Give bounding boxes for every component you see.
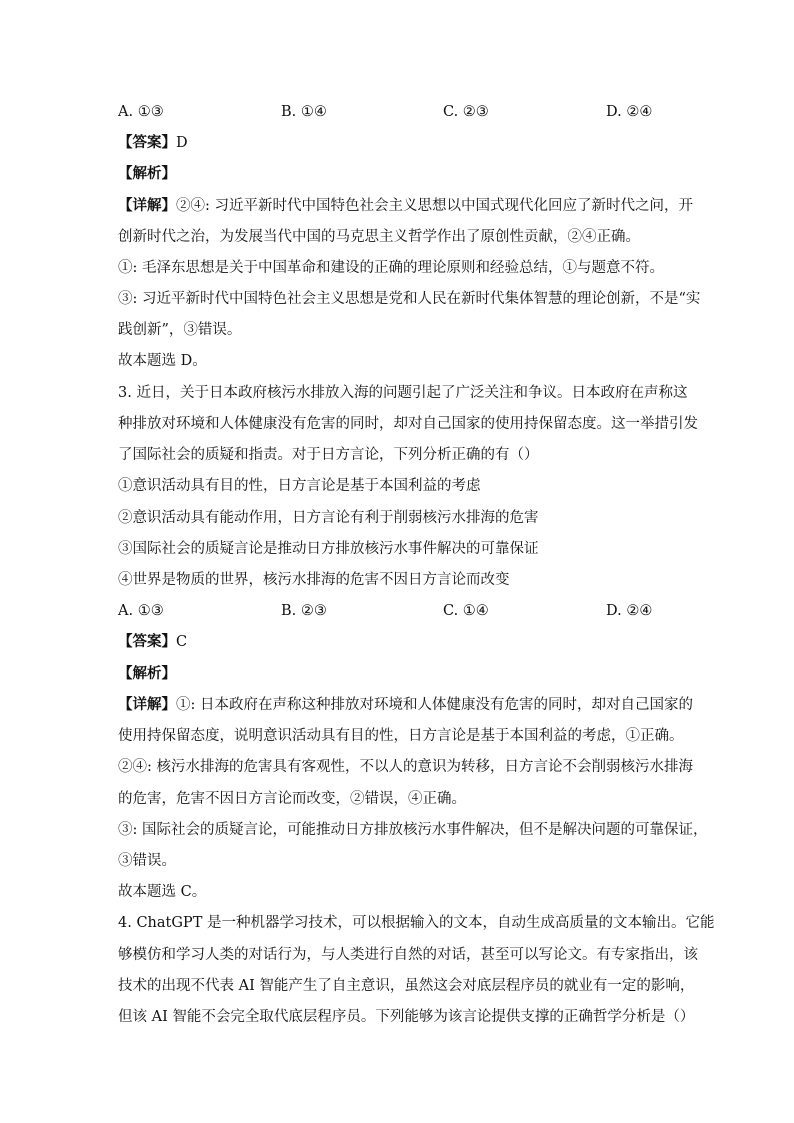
q3-detail-line-4: 的危害，危害不因日方言论而改变，②错误，④正确。	[118, 791, 466, 807]
q2-detail-line-1	[118, 196, 693, 216]
q3-answer-line	[118, 632, 187, 652]
q4-stem-line-1: 4. ChatGPT 是一种机器学习技术，可以根据输入的文本，自动生成高质量的文本输出。它能	[118, 915, 715, 931]
q2-detail-line-4: ③: 习近平新时代中国特色社会主义思想是党和人民在新时代集体智慧的理论创新，不是“实	[118, 291, 701, 307]
q4-stem-line-2: 够模仿和学习人类的对话行为，与人类进行自然的对话，甚至可以写论文。有专家指出，该	[118, 947, 698, 963]
q2-option-c: C. ②③	[443, 104, 489, 120]
q3-item-1: ①意识活动具有目的性，日方言论是基于本国利益的考虑	[118, 478, 481, 494]
q3-item-2: ②意识活动具有能动作用，日方言论有利于削弱核污水排海的危害	[118, 510, 539, 526]
q3-item-4: ④世界是物质的世界，核污水排海的危害不因日方言论而改变	[118, 572, 510, 588]
detail-tag: 【详解】	[118, 198, 176, 214]
q2-analysis-tag: 【解析】	[118, 166, 176, 182]
q3-item-3: ③国际社会的质疑言论是推动日方排放核污水事件解决的可靠保证	[118, 541, 539, 557]
q3-stem-line-2: 种排放对环境和人体健康没有危害的同时，却对自己国家的使用持保留态度。这一举措引发	[118, 416, 698, 432]
q2-option-a: A. ①③	[118, 104, 164, 120]
detail-tag: 【详解】	[118, 697, 176, 713]
q3-detail-line-1	[118, 695, 693, 715]
q3-detail-text-1: ①: 日本政府在声称这种排放对环境和人体健康没有危害的同时，却对自己国家的	[176, 697, 693, 713]
answer-tag: 【答案】	[118, 634, 176, 650]
q2-conclusion: 故本题选 D。	[118, 353, 207, 369]
answer-tag: 【答案】	[118, 135, 176, 151]
q2-option-b: B. ①④	[281, 104, 327, 120]
q3-conclusion: 故本题选 C。	[118, 884, 207, 900]
answer-value: D	[176, 135, 188, 151]
q3-detail-line-2: 使用持保留态度，说明意识活动具有目的性，日方言论是基于本国利益的考虑，①正确。	[118, 728, 684, 744]
q2-detail-line-2: 创新时代之治，为发展当代中国的马克思主义哲学作出了原创性贡献，②④正确。	[118, 229, 640, 245]
q4-stem-line-4: 但该 AI 智能不会完全取代底层程序员。下列能够为该言论提供支撑的正确哲学分析是（）	[118, 1009, 695, 1025]
q4-stem-line-3: 技术的出现不代表 AI 智能产生了自主意识，虽然这会对底层程序员的就业有一定的影响，	[118, 978, 695, 994]
q2-detail-line-5: 践创新”，③错误。	[118, 322, 242, 338]
q3-detail-line-3: ②④: 核污水排海的危害具有客观性，不以人的意识为转移，日方言论不会削弱核污水排海	[118, 759, 693, 775]
q3-option-c: C. ①④	[443, 603, 489, 619]
q3-stem-line-1: 3. 近日，关于日本政府核污水排放入海的问题引起了广泛关注和争议。日本政府在声称这	[118, 385, 688, 401]
answer-value: C	[176, 634, 188, 650]
q3-stem-line-3: 了国际社会的质疑和指责。对于日方言论，下列分析正确的有（）	[118, 447, 539, 463]
q3-detail-line-5: ③: 国际社会的质疑言论，可能推动日方排放核污水事件解决，但不是解决问题的可靠保证，	[118, 822, 708, 838]
q2-detail-line-3: ①: 毛泽东思想是关于中国革命和建设的正确的理论原则和经验总结，①与题意不符。	[118, 260, 664, 276]
q2-answer-line	[118, 133, 188, 153]
q3-option-a: A. ①③	[118, 603, 164, 619]
q3-detail-line-6: ③错误。	[118, 853, 176, 869]
q3-option-b: B. ②③	[281, 603, 327, 619]
q3-option-d: D. ②④	[606, 603, 653, 619]
q2-option-d: D. ②④	[606, 104, 653, 120]
q2-detail-text-1: ②④: 习近平新时代中国特色社会主义思想以中国式现代化回应了新时代之问，开	[176, 198, 693, 214]
q3-analysis-tag: 【解析】	[118, 666, 176, 682]
